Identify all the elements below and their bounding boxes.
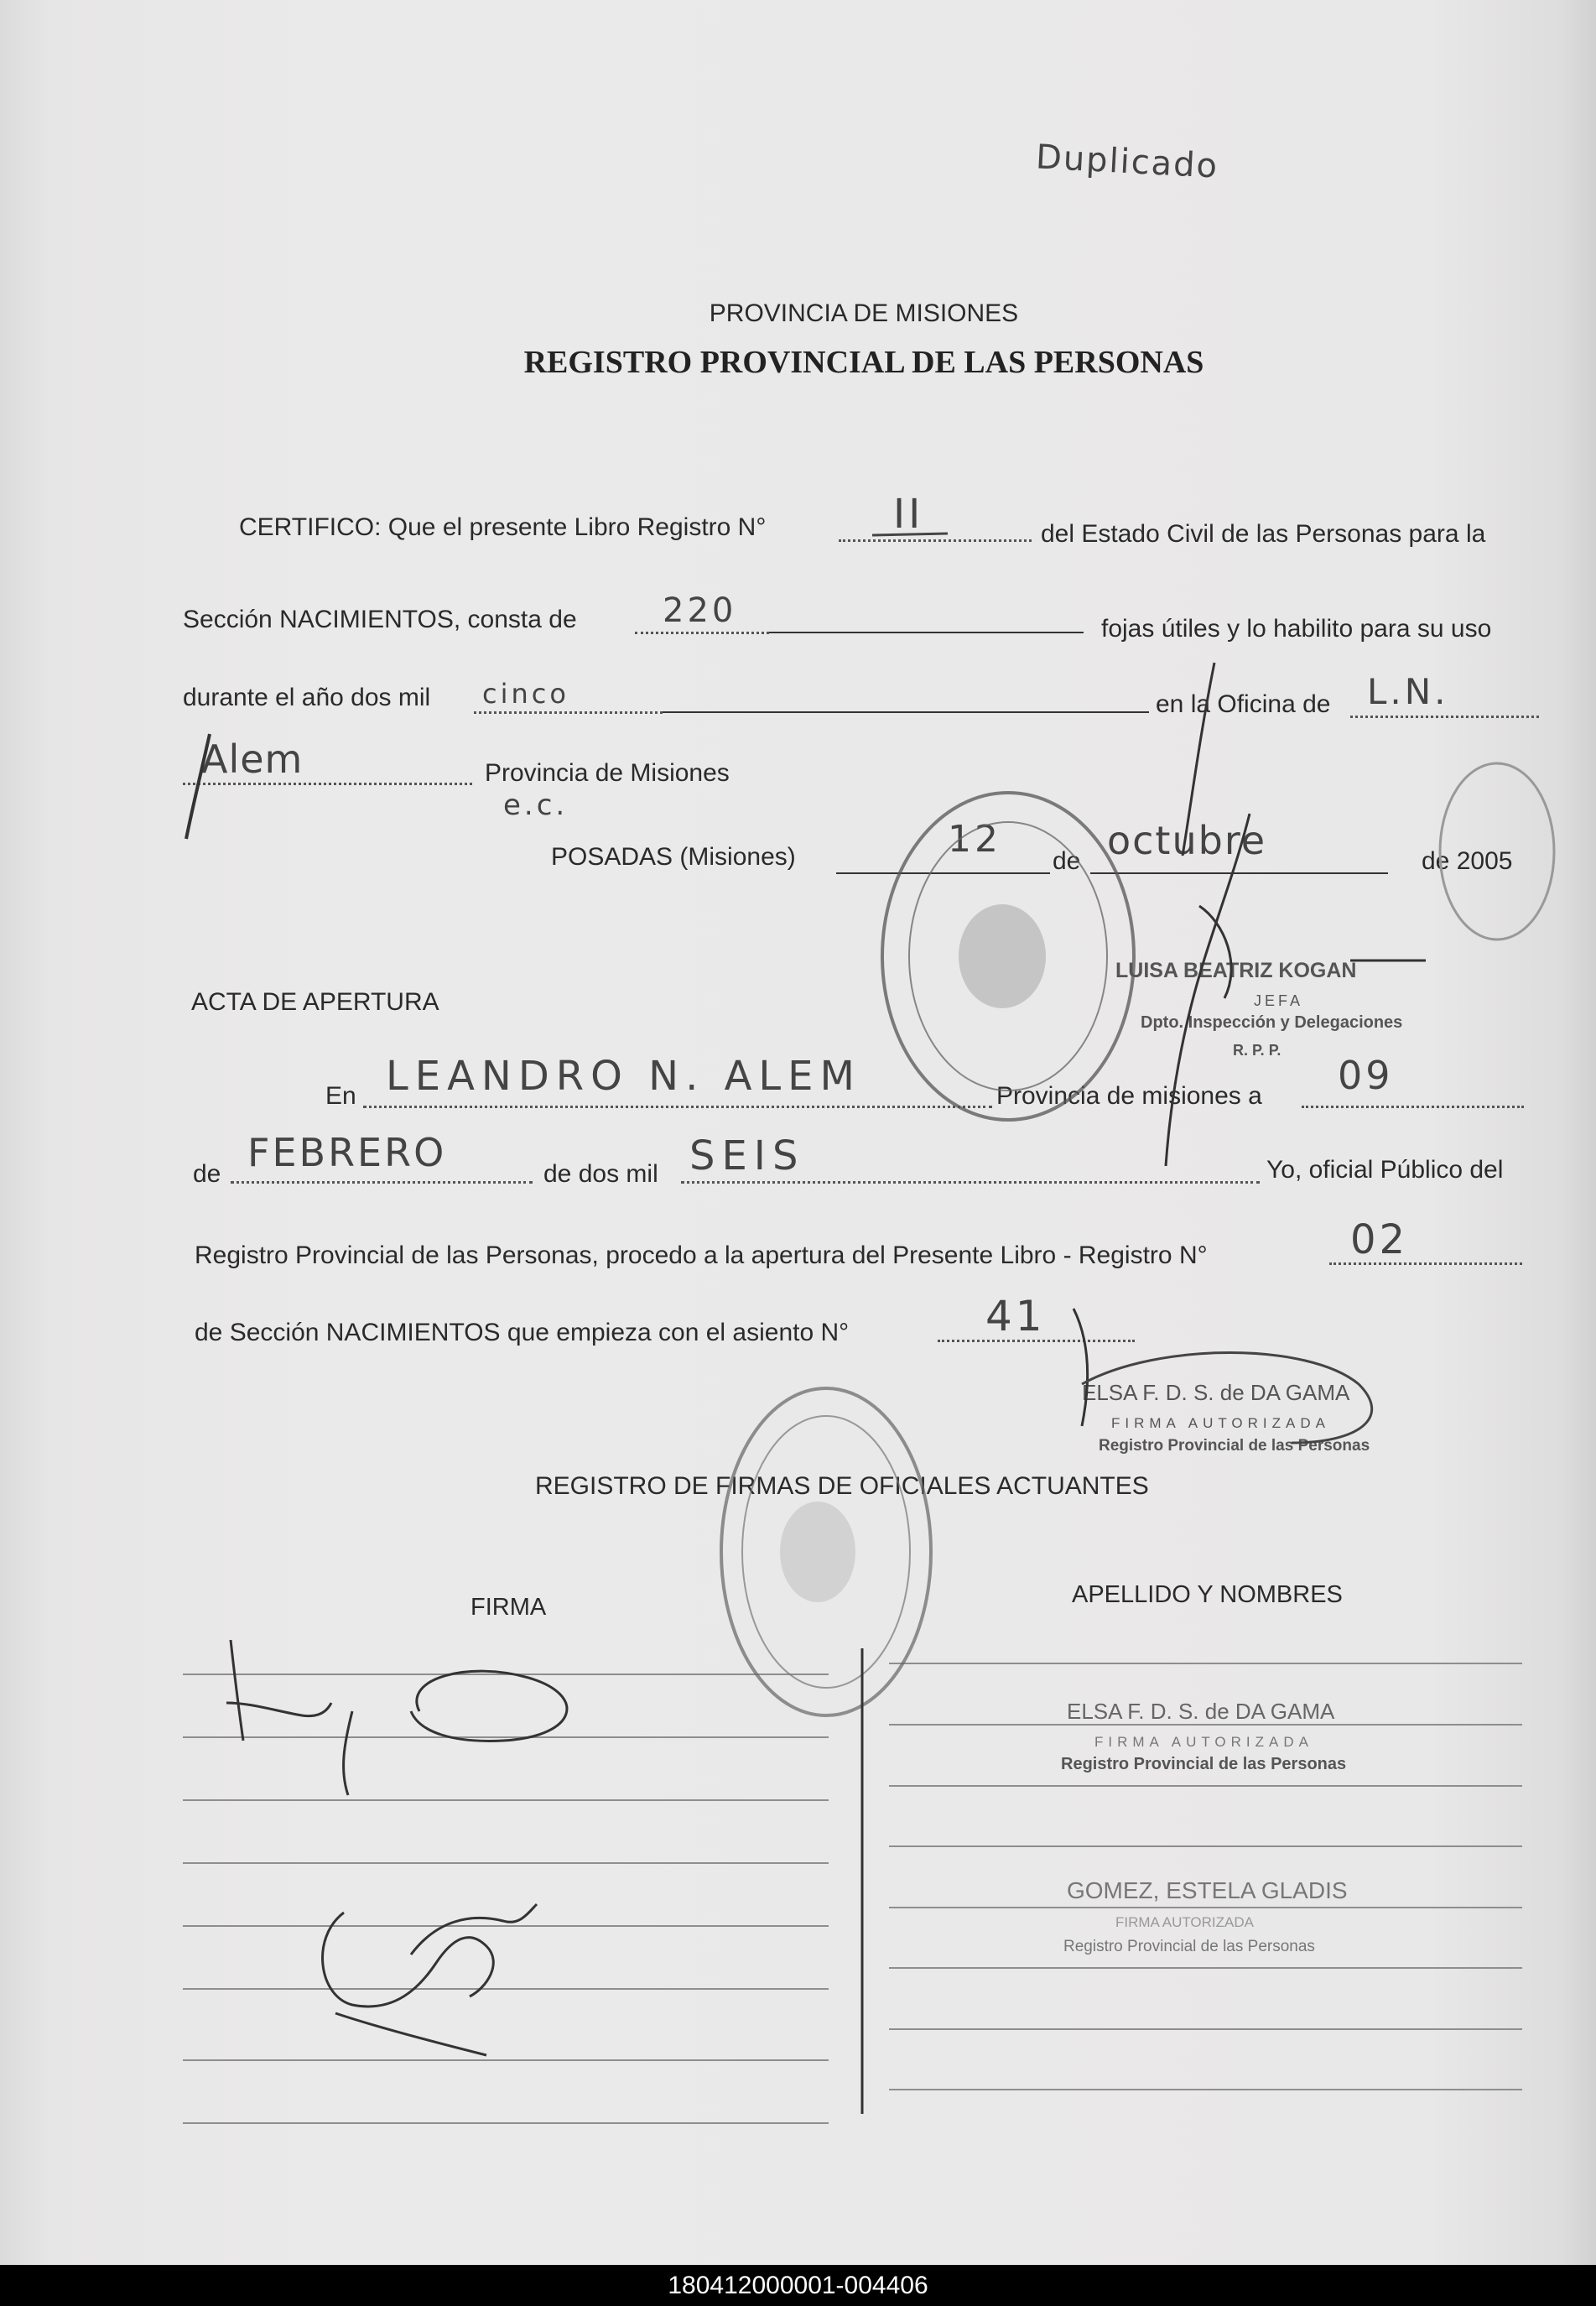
acta-line4: de Sección NACIMIENTOS que empieza con el asiento N°	[195, 1319, 850, 1346]
certifico-line3-a: durante el año dos mil	[183, 684, 431, 711]
alem-stroke	[186, 734, 210, 839]
acta-day-value: 09	[1338, 1053, 1394, 1098]
upper-stamp-title: JEFA	[1254, 992, 1304, 1009]
official-1-dept: Registro Provincial de las Personas	[1061, 1755, 1347, 1773]
acta-yo: Yo, oficial Público del	[1266, 1156, 1504, 1184]
certifico-line1-a: CERTIFICO: Que el presente Libro Registro N°	[239, 513, 767, 541]
col-nombres-header: APELLIDO Y NOMBRES	[1072, 1581, 1343, 1608]
signature-2	[323, 1904, 537, 2055]
acta-asiento-value: 41	[985, 1292, 1046, 1340]
col-firma-header: FIRMA	[470, 1594, 547, 1621]
certifico-line1-b: del Estado Civil de las Personas para la	[1041, 520, 1486, 548]
mid-stamp-title: FIRMA AUTORIZADA	[1111, 1415, 1330, 1431]
duplicado-annotation: Duplicado	[1034, 138, 1220, 186]
office-value-b: Alem	[201, 737, 304, 782]
mid-stamp-dept: Registro Provincial de las Personas	[1099, 1437, 1370, 1455]
book-no-stroke	[872, 534, 948, 535]
upper-stamp-rpp: R. P. P.	[1233, 1042, 1281, 1059]
middle-round-seal	[721, 1388, 931, 1715]
mid-stamp-name: ELSA F. D. S. de DA GAMA	[1082, 1380, 1350, 1405]
firmas-title: REGISTRO DE FIRMAS DE OFICIALES ACTUANTES	[535, 1472, 1149, 1500]
fojas-value: 220	[663, 591, 737, 630]
upper-round-seal	[882, 793, 1134, 1120]
ec-annotation: e.c.	[503, 789, 569, 822]
acta-month-value: FEBRERO	[247, 1130, 447, 1175]
posadas-label: POSADAS (Misiones)	[551, 843, 796, 871]
fojas-stroke	[1183, 663, 1214, 856]
acta-en: En	[325, 1082, 356, 1110]
office-value-a: L.N.	[1367, 671, 1449, 712]
posadas-month-value: octubre	[1107, 818, 1267, 863]
document-id-footer: 180412000001-004406	[0, 2265, 1596, 2306]
province-heading: PROVINCIA DE MISIONES	[709, 299, 1019, 327]
official-2-name: GOMEZ, ESTELA GLADIS	[1067, 1877, 1348, 1903]
asiento-signature-stroke	[1074, 1309, 1088, 1426]
certifico-line2-b: fojas útiles y lo habilito para su uso	[1101, 615, 1492, 643]
acta-title: ACTA DE APERTURA	[191, 988, 439, 1016]
acta-place-value: LEANDRO N. ALEM	[386, 1053, 861, 1100]
official-2-dept: Registro Provincial de las Personas	[1063, 1938, 1315, 1955]
official-1-name: ELSA F. D. S. de DA GAMA	[1067, 1699, 1335, 1724]
acta-de: de	[193, 1160, 221, 1188]
certifico-line4: Provincia de Misiones	[485, 759, 730, 787]
upper-signature-stroke	[1166, 814, 1250, 1166]
right-faint-oval	[1440, 763, 1554, 940]
mid-signature-stroke	[1082, 1353, 1372, 1444]
certifico-line3-b: en la Oficina de	[1156, 690, 1331, 718]
acta-regno-value: 02	[1350, 1216, 1409, 1263]
acta-line3: Registro Provincial de las Personas, procedo a la apertura del Presente Libro - Registro N°	[195, 1241, 1208, 1269]
year-words-value: cinco	[482, 678, 569, 710]
acta-de-dos-mil: de dos mil	[543, 1160, 658, 1188]
upper-stamp-dept: Dpto. Inspección y Delegaciones	[1141, 1013, 1403, 1032]
signature-1	[226, 1640, 567, 1795]
posadas-de-2: de 2005	[1422, 847, 1513, 875]
official-2-title: FIRMA AUTORIZADA	[1115, 1914, 1254, 1930]
upper-stamp-name: LUISA BEATRIZ KOGAN	[1115, 959, 1357, 982]
posadas-day-value: 12	[948, 818, 1001, 861]
certifico-line2-a: Sección NACIMIENTOS, consta de	[183, 606, 577, 633]
upper-signature-stroke	[1199, 906, 1231, 998]
acta-year-value: SEIS	[689, 1132, 805, 1179]
posadas-de-1: de	[1053, 847, 1081, 875]
book-no-value: II	[893, 491, 924, 538]
acta-prov: Provincia de misiones a	[996, 1082, 1262, 1110]
official-1-title: FIRMA AUTORIZADA	[1094, 1734, 1313, 1750]
registry-heading: REGISTRO PROVINCIAL DE LAS PERSONAS	[523, 345, 1204, 380]
